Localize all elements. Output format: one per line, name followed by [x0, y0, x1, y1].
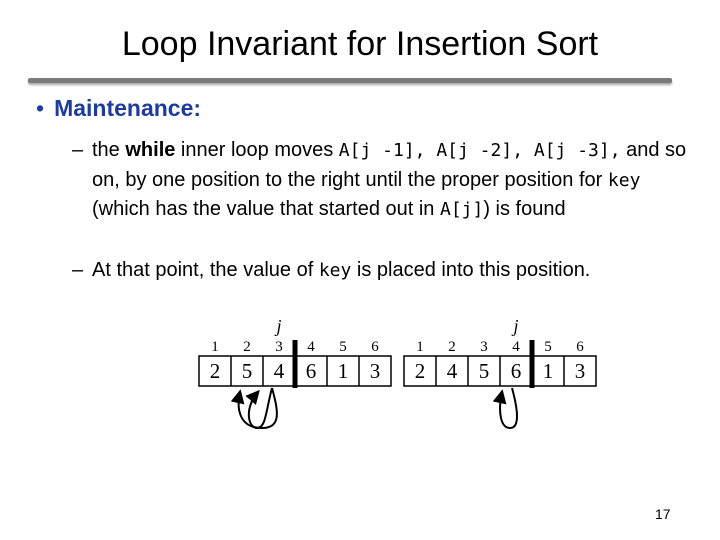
right-cell-value: 4 [446, 359, 458, 383]
sub-bullet-1 [72, 136, 687, 225]
code-key: key [607, 169, 641, 191]
left-j-label: j [276, 316, 282, 336]
left-index-label: 6 [371, 339, 379, 355]
shift-arrow-icon [249, 388, 272, 428]
left-cell-value: 4 [273, 359, 285, 383]
code-key: key [318, 260, 352, 281]
left-cell-value: 6 [305, 359, 317, 383]
code-array-refs: A[j -1], A[j -2], A[j -3], [338, 140, 621, 161]
bullet-dot-icon: • [36, 95, 45, 121]
shift-arrow-icon [239, 388, 277, 428]
text-run: inner loop moves [175, 139, 339, 161]
sub-bullet-1-text [92, 136, 687, 225]
right-j-label: j [513, 316, 519, 336]
right-index-label: 4 [512, 339, 520, 355]
page-number: 17 [655, 506, 671, 522]
bullet-heading: Maintenance: [54, 95, 202, 121]
right-cell-value: 2 [414, 359, 426, 383]
right-index-label: 1 [416, 339, 424, 355]
left-index-label: 3 [275, 339, 283, 355]
left-cell-value: 1 [337, 359, 349, 383]
slide-title: Loop Invariant for Insertion Sort [121, 25, 599, 63]
dash-icon: – [72, 139, 84, 161]
text-run: and so on, by one position to the right until the proper position for [92, 139, 687, 191]
left-cell-value: 5 [241, 359, 253, 383]
right-cell-value: 6 [510, 359, 522, 383]
left-index-label: 2 [243, 339, 251, 355]
right-array-box [404, 356, 596, 386]
left-index-label: 5 [339, 339, 347, 355]
left-cell-value: 2 [209, 359, 221, 383]
dash-icon: – [72, 259, 84, 281]
text-run: (which has the value that started out in [92, 198, 440, 220]
title-divider [28, 78, 672, 83]
right-index-label: 2 [448, 339, 456, 355]
shift-arrow-icon [500, 388, 517, 428]
keyword-while: while [125, 139, 176, 161]
code-aj: A[j] [439, 199, 484, 220]
left-array-box [199, 356, 391, 386]
text-run: At that point, the value of [92, 259, 319, 281]
right-index-label: 3 [480, 339, 488, 355]
bullet-maintenance [36, 93, 201, 123]
left-index-label: 1 [211, 339, 219, 355]
text-run: ) is found [483, 198, 566, 220]
left-cell-value: 3 [369, 359, 381, 383]
text-run: the [92, 139, 126, 161]
right-cell-value: 5 [478, 359, 490, 383]
right-cell-value: 1 [542, 359, 554, 383]
right-index-label: 6 [576, 339, 584, 355]
text-run: is placed into this position. [351, 259, 591, 281]
right-index-label: 5 [544, 339, 552, 355]
sub-bullet-2 [72, 256, 687, 286]
right-cell-value: 3 [574, 359, 586, 383]
sub-bullet-2-text [92, 256, 687, 286]
left-index-label: 4 [307, 339, 315, 355]
